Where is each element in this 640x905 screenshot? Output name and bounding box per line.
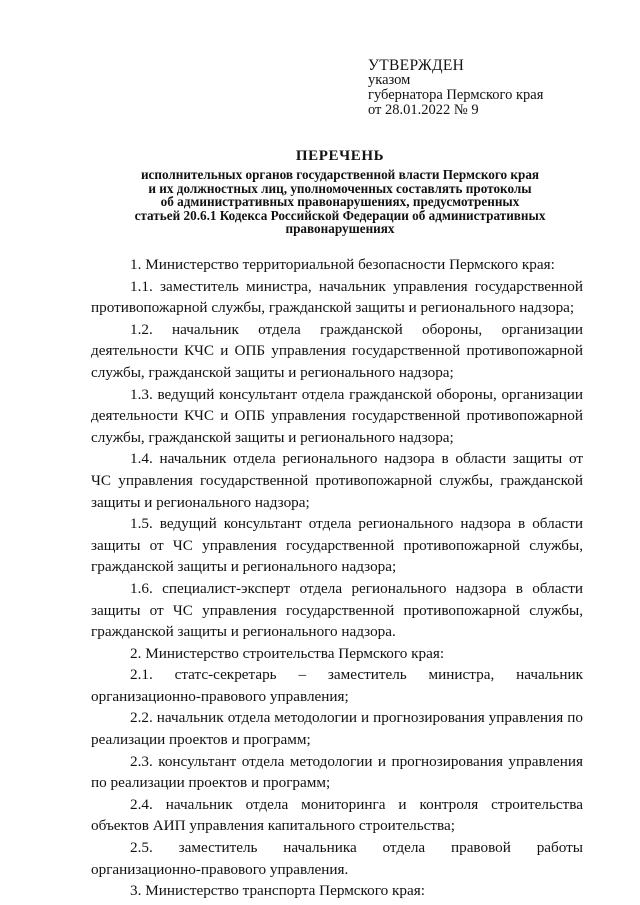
subtitle-line: об административных правонарушениях, предусмотренных: [160, 194, 520, 209]
list-item-1-3: 1.3. ведущий консультант отдела гражданской обороны, организации деятельности КЧС и ОПБ управления государственной противопожарной службы, гражданской защиты и регионального надзора;: [91, 385, 583, 446]
section-heading-1: 1. Министерство территориальной безопасности Пермского края:: [130, 256, 555, 273]
subtitle-line: и их должностных лиц, уполномоченных составлять протоколы: [148, 180, 532, 196]
list-item-2-5: 2.5. заместитель начальника отдела правовой работы организационно-правового управления.: [91, 839, 583, 878]
list-item-1-5: 1.5. ведущий консультант отдела регионального надзора в области защиты от ЧС управления государственной противопожарной службы, гражданской защиты и регионального надзора;: [91, 515, 583, 576]
list-item-1-4: 1.4. начальник отдела регионального надзора в области защиты от ЧС управления государственной противопожарной службы, гражданской защиты и регионального надзора;: [91, 450, 583, 511]
list-item-2-3: 2.3. консультант отдела методологии и прогнозирования управления по реализации проектов и программ;: [91, 752, 583, 792]
approval-line-1: указом: [368, 72, 411, 88]
approval-line-3: от 28.01.2022 № 9: [368, 102, 479, 118]
list-item-1-6: 1.6. специалист-эксперт отдела регионального надзора в области защиты от ЧС управления государственной противопожарной службы, гражданской защиты и регионального надзора.: [91, 579, 583, 641]
subtitle-line: статьей 20.6.1 Кодекса Российской Федерации об административных: [134, 207, 546, 223]
document-body: [91, 254, 583, 902]
document-title: ПЕРЕЧЕНЬ: [295, 148, 385, 164]
section-heading-2: 2. Министерство строительства Пермского края:: [130, 644, 445, 662]
subtitle-line: правонарушениях: [285, 221, 395, 236]
document-subtitle: [60, 168, 620, 236]
section-heading-3: 3. Министерство транспорта Пермского края:: [130, 882, 425, 900]
approval-stamp: УТВЕРЖДЕН: [368, 57, 465, 74]
approval-block: [368, 58, 608, 118]
list-item-1-2: 1.2. начальник отдела гражданской обороны, организации деятельности КЧС и ОПБ управления государственной противопожарной службы, гражданской защиты и регионального надзора;: [91, 320, 583, 381]
list-item-2-1: 2.1. статс-секретарь – заместитель министра, начальник организационно-правового управления;: [91, 666, 583, 705]
list-item-1-1: 1.1. заместитель министра, начальник управления государственной противопожарной службы, гражданской защиты и регионального надзора;: [91, 277, 583, 317]
subtitle-line: исполнительных органов государственной власти Пермского края: [140, 167, 540, 182]
list-item-2-2: 2.2. начальник отдела методологии и прогнозирования управления по реализации проектов и программ;: [91, 709, 583, 749]
approval-line-2: губернатора Пермского края: [368, 87, 544, 103]
list-item-2-4: 2.4. начальник отдела мониторинга и контроля строительства объектов АИП управления капитального строительства;: [91, 795, 583, 835]
